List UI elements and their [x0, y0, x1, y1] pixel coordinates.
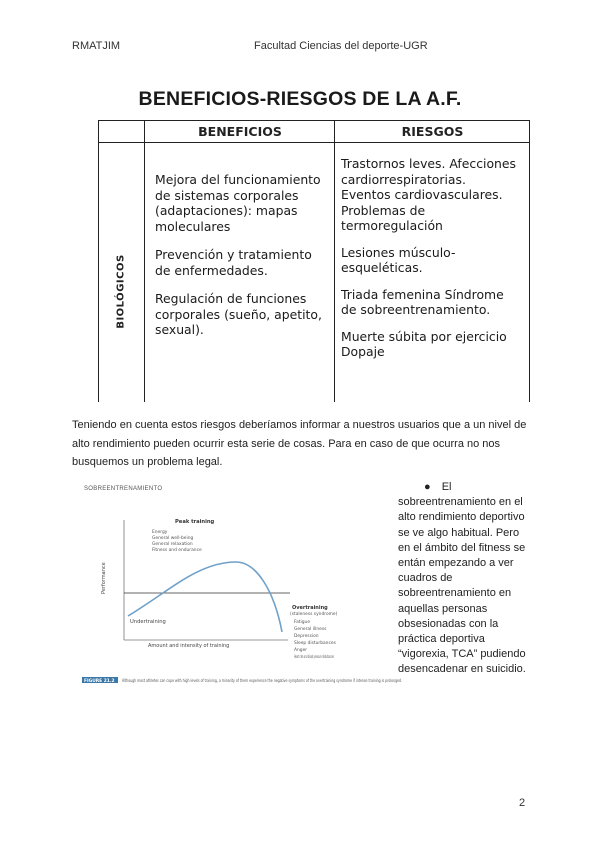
figure-title: SOBREENTRENAMIENTO	[84, 486, 163, 492]
body-paragraph: Teniendo en cuenta estos riesgos deberíamos informar a nuestros usuarios que a un nivel de alto rendimiento pueden ocurrir esta serie de cosas. Para en caso de que ocurra no nos busquemos un problema legal.	[72, 419, 527, 468]
header-author: RMATJIM	[72, 40, 121, 52]
overtraining-item: Fatigue	[294, 620, 311, 625]
beneficio-item: Regulación de funciones corporales (sueño, apetito, sexual).	[155, 291, 322, 337]
beneficio-item: Prevención y tratamiento de enfermedades.	[155, 247, 312, 278]
side-bullet-line	[398, 480, 530, 495]
overtraining-item: Anger	[294, 648, 308, 653]
figure-caption: Although most athletes can cope with high levels of training, a minority of them experience the negative symptoms of the overtraining syndrome if intense training is prolonged.	[122, 678, 402, 683]
overtraining-item: Sleep disturbances	[294, 641, 336, 646]
riesgo-item: Muerte súbita por ejercicio Dopaje	[341, 328, 507, 359]
overtraining-label: Overtraining	[292, 605, 328, 611]
x-axis-label: Amount and intensity of training	[148, 643, 230, 649]
overtraining-item: Heart rate and blood pressure disturbances	[294, 654, 334, 659]
riesgo-item: Lesiones músculo-esqueléticas.	[341, 244, 456, 275]
peak-item: Energy	[152, 530, 168, 535]
slide-title: BENEFICIOS-RIESGOS DE LA A.F.	[138, 88, 462, 110]
side-text	[398, 480, 530, 678]
riesgo-item: Triada femenina Síndrome de sobreentrenamiento.	[341, 286, 504, 317]
y-axis-label: Performance	[101, 562, 107, 594]
beneficios-column	[155, 172, 330, 351]
overtraining-subtitle: (staleness syndrome)	[290, 612, 338, 617]
side-body: sobreentrenamiento en el alto rendimiento deportivo se ve algo habitual. Pero en el ámbito del fitness se entán empezando a ver cuadros de sobreentrenamiento en aquellas personas obsesionadas con la práctica deportiva “vigorexia, TCA” pudiendo desencadenar en suicidio.	[398, 496, 526, 676]
header-faculty: Facultad Ciencias del deporte-UGR	[254, 40, 428, 52]
peak-item: General relaxation	[152, 542, 193, 547]
peak-training-label: Peak training	[175, 519, 215, 525]
page-number: 2	[519, 797, 526, 809]
peak-item: General well-being	[152, 536, 194, 541]
beneficio-item: Mejora del funcionamiento de sistemas corporales (adaptaciones): mapas moleculares	[155, 172, 321, 234]
peak-item: Fitness and endurance	[152, 548, 202, 553]
riesgos-column	[341, 156, 519, 371]
overtraining-figure	[78, 482, 402, 704]
caption-tag: FIGURE 21.2	[84, 679, 115, 684]
side-first-word: El	[441, 481, 452, 493]
riesgo-item: Trastornos leves. Afecciones cardiorrespiratorias. Eventos cardiovasculares. Problemas de termoregulación	[341, 156, 516, 233]
riesgos-header: RIESGOS	[401, 124, 464, 139]
bullet-icon: ●	[424, 481, 431, 493]
overtraining-item: General illness	[294, 627, 327, 632]
overtraining-item: Depression	[294, 634, 319, 639]
beneficios-header: BENEFICIOS	[198, 124, 282, 139]
undertraining-label: Undertraining	[130, 619, 166, 625]
row-label-biologicos: BIOLÓGICOS	[115, 254, 127, 329]
